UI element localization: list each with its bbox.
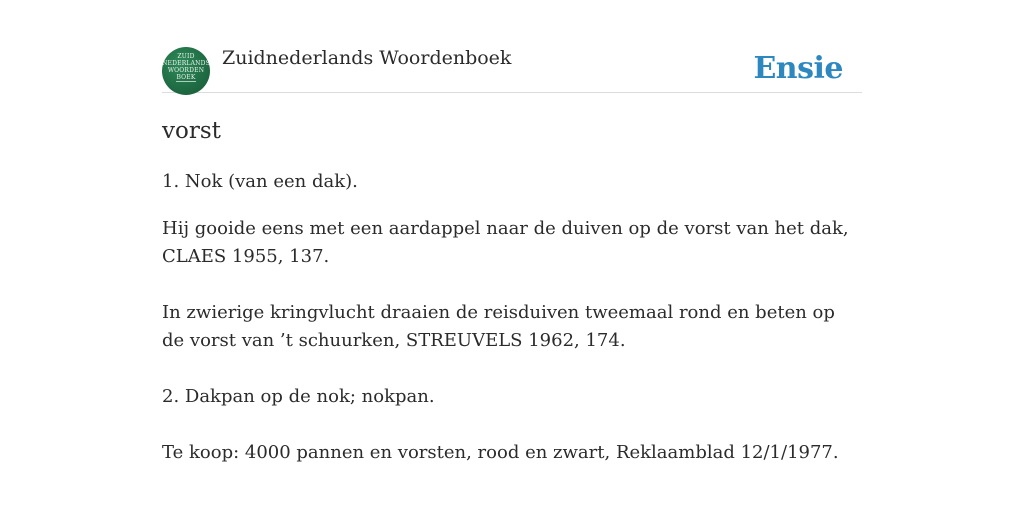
logo-rule	[176, 81, 196, 82]
logo-line: BOEK	[176, 74, 196, 81]
definition-2: 2. Dakpan op de nok; nokpan.	[162, 386, 435, 407]
site-title-link[interactable]: Zuidnederlands Woordenboek	[222, 47, 512, 69]
dictionary-logo-icon[interactable]	[162, 47, 210, 95]
entry-headword: vorst	[162, 118, 221, 144]
logo-text	[162, 53, 210, 81]
example-1: Hij gooide eens met een aardappel naar de duiven op de vorst van het dak, CLAES 1955, 137.	[162, 218, 849, 267]
example-3: Te koop: 4000 pannen en vorsten, rood en zwart, Reklaamblad 12/1/1977.	[162, 442, 839, 463]
logo-line: WOORDEN	[167, 67, 205, 74]
page	[162, 0, 862, 512]
definition-1: 1. Nok (van een dak).	[162, 171, 358, 192]
logo-line: ZUID	[177, 53, 195, 60]
example-2: In zwierige kringvlucht draaien de reisduiven tweemaal rond en beten op de vorst van ’t schuurken, STREUVELS 1962, 174.	[162, 302, 835, 351]
site-header	[162, 46, 862, 93]
ensie-brand-link[interactable]: Ensie	[753, 51, 843, 86]
logo-line: NEDERLANDS	[162, 60, 210, 67]
